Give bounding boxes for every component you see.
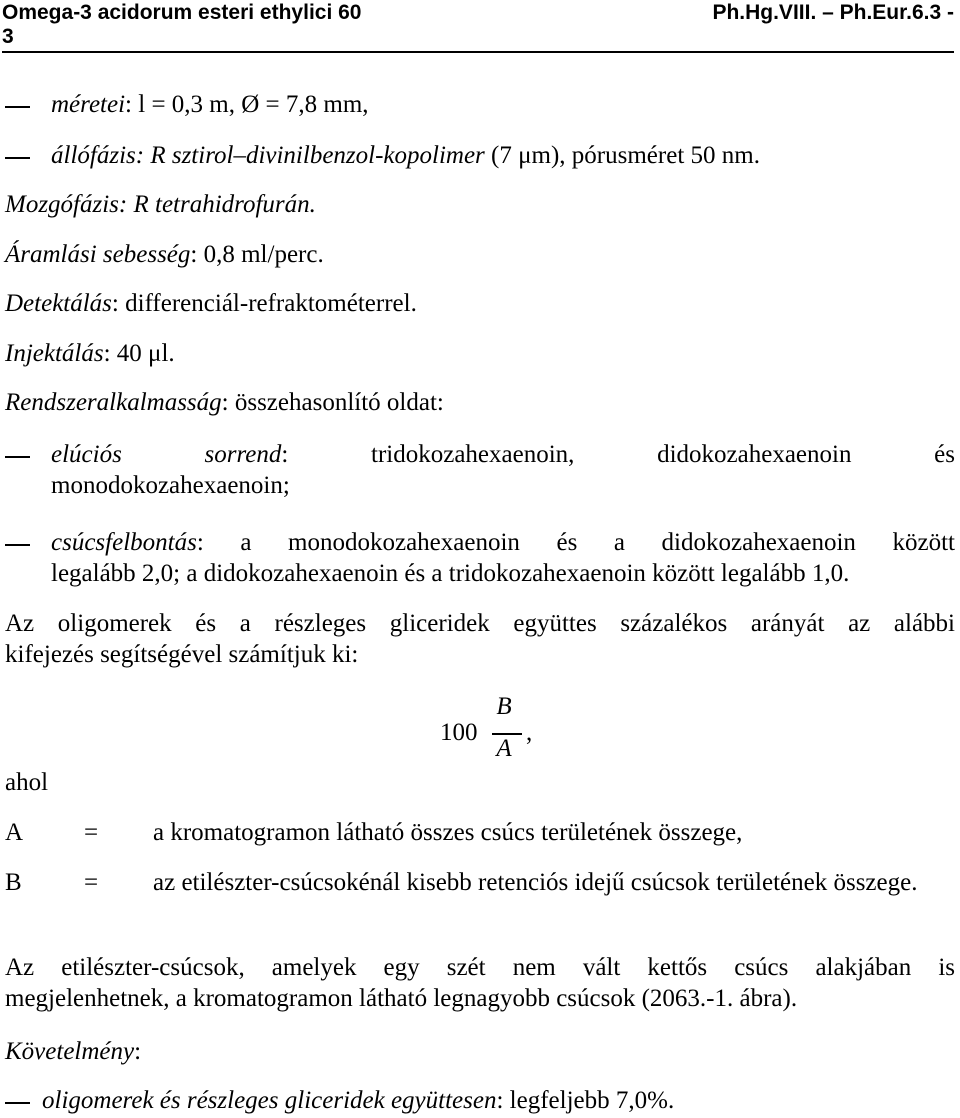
formula-denominator: A (496, 735, 512, 762)
param-injection (5, 339, 955, 370)
item-text: (7 μm), pórusméret 50 nm. (484, 142, 760, 169)
param-text: : differenciál-refraktométerrel. (111, 290, 417, 317)
param-flow-rate (5, 240, 955, 271)
paragraph-line-2: kifejezés segítségével számítjuk ki: (5, 640, 359, 668)
param-detection (5, 289, 955, 320)
page-header (2, 0, 954, 53)
item-label: méretei (51, 91, 126, 118)
requirement-heading (5, 1037, 955, 1068)
param-system-suitability (5, 388, 955, 419)
param-mobile-phase (5, 190, 955, 221)
paragraph-line-2: megjelenhetnek, a kromatogramon látható legnagyobb csúcsok (2063.-1. ábra). (5, 984, 798, 1012)
suitability-line-2: monodokozahexaenoin; (51, 471, 290, 499)
requirement-text: : legfeljebb 7,0%. (496, 1087, 675, 1114)
suitability-line-2: legalább 2,0; a didokozahexaenoin és a tridokozahexaenoin között legalább 1,0. (51, 559, 850, 587)
definition-text: az etilészter-csúcsokénál kisebb retenciós idejű csúcsok területének összege. (153, 869, 918, 896)
paragraph-ethyl-ester-peaks (5, 953, 955, 1014)
param-label: Detektálás (5, 290, 112, 317)
param-label: Áramlási sebesség (5, 241, 191, 268)
paragraph-line-1: Az etilészter-csúcsok, amelyek egy szét nem vált kettős csúcs alakjában is (5, 954, 955, 981)
suitability-line-1 (51, 528, 955, 559)
formula-comma: , (526, 719, 533, 746)
definition-equals: = (84, 869, 99, 896)
param-text: : 40 μl. (103, 340, 175, 367)
suitability-label: csúcsfelbontás (51, 529, 197, 556)
header-reference: Ph.Hg.VIII. – Ph.Eur.6.3 - (712, 1, 954, 24)
paragraph-line-1: Az oligomerek és a részleges gliceridek együttes százalékos arányát az alábbi (5, 610, 955, 637)
requirement-heading-text: Követelmény (5, 1038, 135, 1065)
definition-symbol: B (5, 869, 22, 896)
param-label: Injektálás (5, 340, 104, 367)
param-label: Mozgófázis (5, 191, 119, 218)
header-title: Omega-3 acidorum esteri ethylici 60 (2, 1, 362, 24)
definition-text: a kromatogramon látható összes csúcs területének összege, (153, 819, 743, 846)
definition-symbol: A (5, 819, 24, 846)
param-label: Rendszeralkalmasság (5, 389, 222, 416)
requirement-heading-colon: : (134, 1038, 142, 1065)
requirement-label: oligomerek és részleges gliceridek együttesen (42, 1087, 497, 1114)
suitability-line-1 (51, 440, 955, 471)
item-label: állófázis (51, 142, 136, 169)
formula-coefficient: 100 (440, 719, 478, 746)
suitability-text: : tridokozahexaenoin, didokozahexaenoin és (281, 441, 955, 468)
param-text: : 0,8 ml/perc. (190, 241, 324, 268)
column-item-dimensions (5, 90, 369, 121)
column-item-stationary-phase (5, 141, 760, 172)
requirement-item (5, 1086, 674, 1117)
where-label: ahol (5, 769, 49, 796)
item-text: : l = 0,3 m, Ø = 7,8 mm, (125, 91, 369, 118)
item-text-italic: : R sztirol–divinilbenzol-kopolimer (135, 142, 485, 169)
suitability-label: elúciós sorrend (51, 441, 282, 468)
param-text: : R tetrahidrofurán. (118, 191, 316, 218)
header-reference-continuation: 3 (2, 25, 14, 49)
suitability-elution-order (5, 440, 955, 501)
suitability-text: : a monodokozahexaenoin és a didokozahexaenoin között (196, 529, 955, 556)
formula-numerator: B (496, 693, 512, 720)
definition-equals: = (84, 819, 99, 846)
suitability-resolution (5, 528, 955, 589)
paragraph-calculation (5, 609, 955, 670)
param-text: : összehasonlító oldat: (221, 389, 444, 416)
